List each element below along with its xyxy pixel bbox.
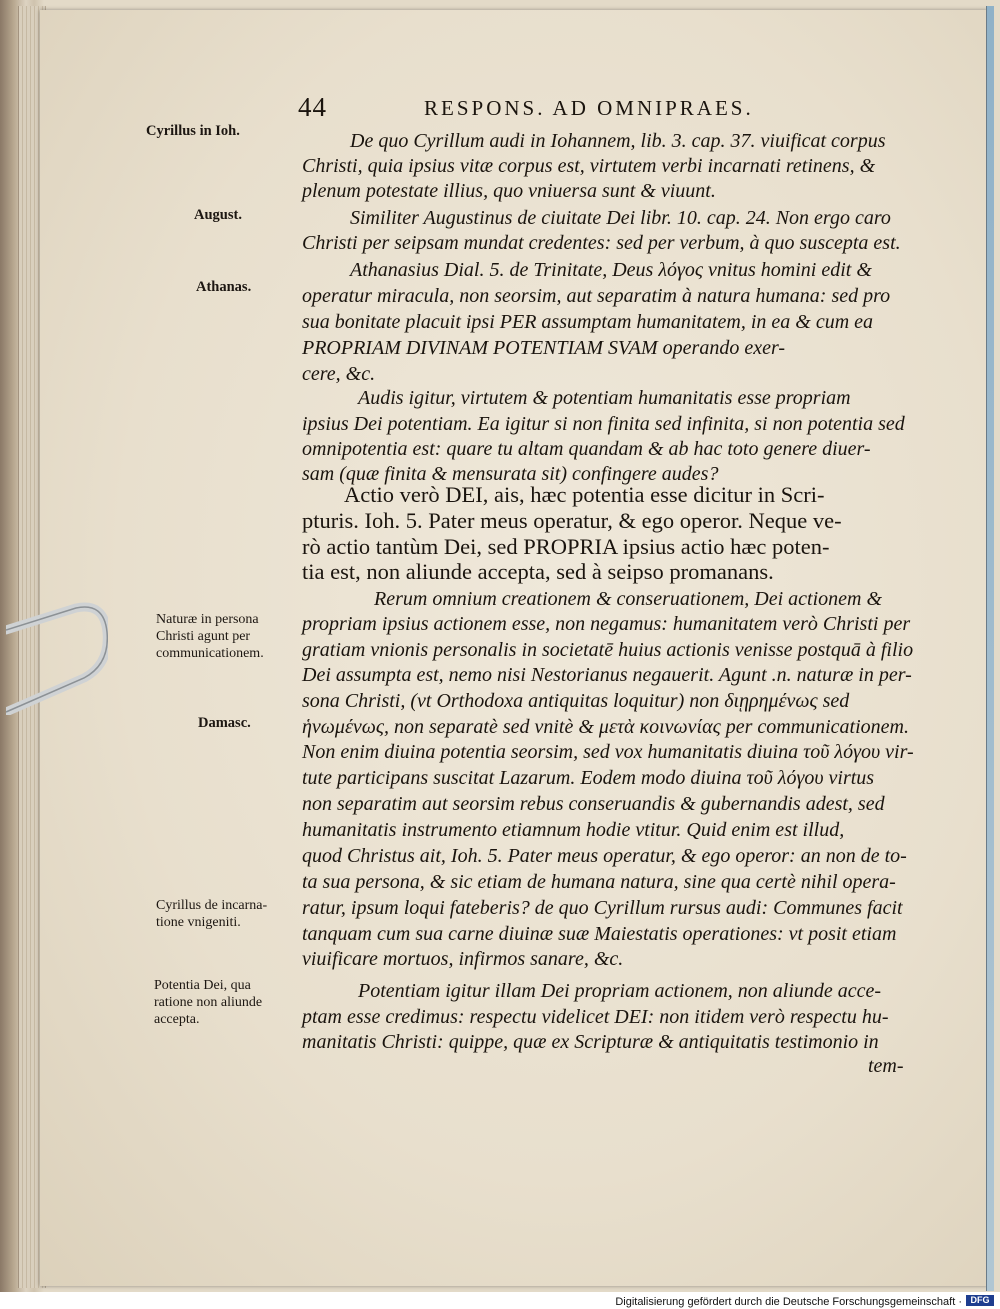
catchword: tem-: [868, 1055, 904, 1077]
text-line: pturis. Ioh. 5. Pater meus operatur, & ego operor. Neque ve-: [302, 508, 842, 533]
text-line: Similiter Augustinus de ciuitate Dei libr. 10. cap. 24. Non ergo caro: [350, 207, 891, 229]
margin-note: tione vnigeniti.: [156, 915, 241, 930]
text-line: sua bonitate placuit ipsi PER assumptam humanitatem, in ea & cum ea: [302, 311, 874, 333]
text-line: ratur, ipsum loqui fateberis? de quo Cyrillum rursus audi: Communes facit: [302, 897, 903, 919]
text-line: operatur miracula, non seorsim, aut separatim à natura humana: sed pro: [302, 285, 891, 307]
margin-note: Cyrillus in Ioh.: [146, 123, 240, 139]
margin-note: ratione non aliunde: [154, 995, 263, 1010]
text-line: tute participans suscitat Lazarum. Eodem modo diuina τοῦ λόγου virtus: [302, 767, 875, 789]
text-line: tanquam cum sua carne diuinæ suæ Maiestatis operationes: vt posit etiam: [302, 923, 897, 945]
text-line: ptam esse credimus: respectu videlicet DEI: non itidem verò respectu hu-: [302, 1006, 889, 1028]
margin-note: Athanas.: [196, 279, 252, 295]
text-line: manitatis Christi: quippe, quæ ex Scripturæ & antiquitatis testimonio in: [302, 1031, 879, 1053]
dfg-logo-icon: DFG: [966, 1295, 994, 1306]
paper-clip-icon: [6, 600, 108, 715]
footer-bar: [0, 1292, 1000, 1309]
margin-note: Cyrillus de incarna-: [156, 898, 268, 913]
text-line: ἡνωμένως, non separatè sed vnitè & μετὰ κοινωνίας per communicationem.: [302, 716, 909, 738]
running-head: RESPONS. AD OMNIPRAES.: [424, 96, 754, 120]
text-line: sam (quæ finita & mensurata sit) confingere audes?: [302, 463, 719, 485]
text-line: tia est, non aliunde accepta, sed à seipso promanans.: [302, 559, 774, 584]
text-line: Christi per seipsam mundat credentes: sed per verbum, à quo suscepta est.: [302, 232, 901, 254]
text-line: viuificare mortuos, infirmos sanare, &c.: [302, 948, 624, 970]
text-line: sona Christi, (vt Orthodoxa antiquitas loquitur) non διῃρημένως sed: [302, 690, 850, 712]
text-line: propriam ipsius actionem esse, non negamus: humanitatem verò Christi per: [302, 613, 911, 635]
text-line: PROPRIAM DIVINAM POTENTIAM SVAM operando exer-: [302, 337, 785, 359]
text-line: plenum potestate illius, quo vniuersa sunt & viuunt.: [302, 180, 716, 202]
text-line: Athanasius Dial. 5. de Trinitate, Deus λόγος vnitus homini edit &: [350, 259, 872, 281]
text-line: humanitatis instrumento etiamnum hodie vtitur. Quid enim est illud,: [302, 819, 845, 841]
text-line: omnipotentia est: quare tu altam quandam & ab hac toto genere diuer-: [302, 438, 871, 460]
text-line: Audis igitur, virtutem & potentiam humanitatis esse propriam: [358, 387, 851, 409]
margin-note: Damasc.: [198, 715, 251, 731]
text-line: Potentiam igitur illam Dei propriam actionem, non aliunde acce-: [358, 980, 882, 1002]
margin-note: Christi agunt per: [156, 629, 251, 644]
text-line: quod Christus ait, Ioh. 5. Pater meus operatur, & ego operor: an non de to-: [302, 845, 907, 867]
text-line: Dei assumpta est, nemo nisi Nestorianus negauerit. Agunt .n. naturæ in per-: [302, 664, 912, 686]
margin-note: accepta.: [154, 1012, 200, 1027]
text-line: ipsius Dei potentiam. Ea igitur si non finita sed infinita, si non potentia sed: [302, 413, 905, 435]
text-line: gratiam vnionis personalis in societatē huius actionis venisse postquā à filio: [302, 639, 914, 661]
text-line: rò actio tantùm Dei, sed PROPRIA ipsius actio hæc poten-: [302, 534, 830, 559]
text-line: Christi, quia ipsius vitæ corpus est, virtutem verbi incarnati retinens, &: [302, 155, 876, 177]
scan-color-bar: [986, 6, 994, 1291]
text-line: De quo Cyrillum audi in Iohannem, lib. 3. cap. 37. viuificat corpus: [350, 130, 886, 152]
text-line: Non enim diuina potentia seorsim, sed vox humanitatis diuina τοῦ λόγου vir-: [302, 741, 914, 763]
margin-note: Naturæ in persona: [156, 612, 259, 627]
text-line: Rerum omnium creationem & conseruationem, Dei actionem &: [374, 588, 883, 610]
margin-note: August.: [194, 207, 242, 223]
page-number: 44: [298, 92, 327, 122]
text-line: Actio verò DEI, ais, hæc potentia esse dicitur in Scri-: [344, 482, 825, 507]
text-line: cere, &c.: [302, 363, 376, 385]
page-header: [292, 92, 932, 122]
margin-note: communicationem.: [156, 646, 264, 661]
footer-credit: Digitalisierung gefördert durch die Deutsche Forschungsgemeinschaft ·: [615, 1296, 962, 1308]
text-line: non separatim aut seorsim rebus conseruandis & gubernandis adest, sed: [302, 793, 885, 815]
margin-note: Potentia Dei, qua: [154, 978, 251, 993]
text-line: ta sua persona, & sic etiam de humana natura, sine qua certè nihil opera-: [302, 871, 896, 893]
